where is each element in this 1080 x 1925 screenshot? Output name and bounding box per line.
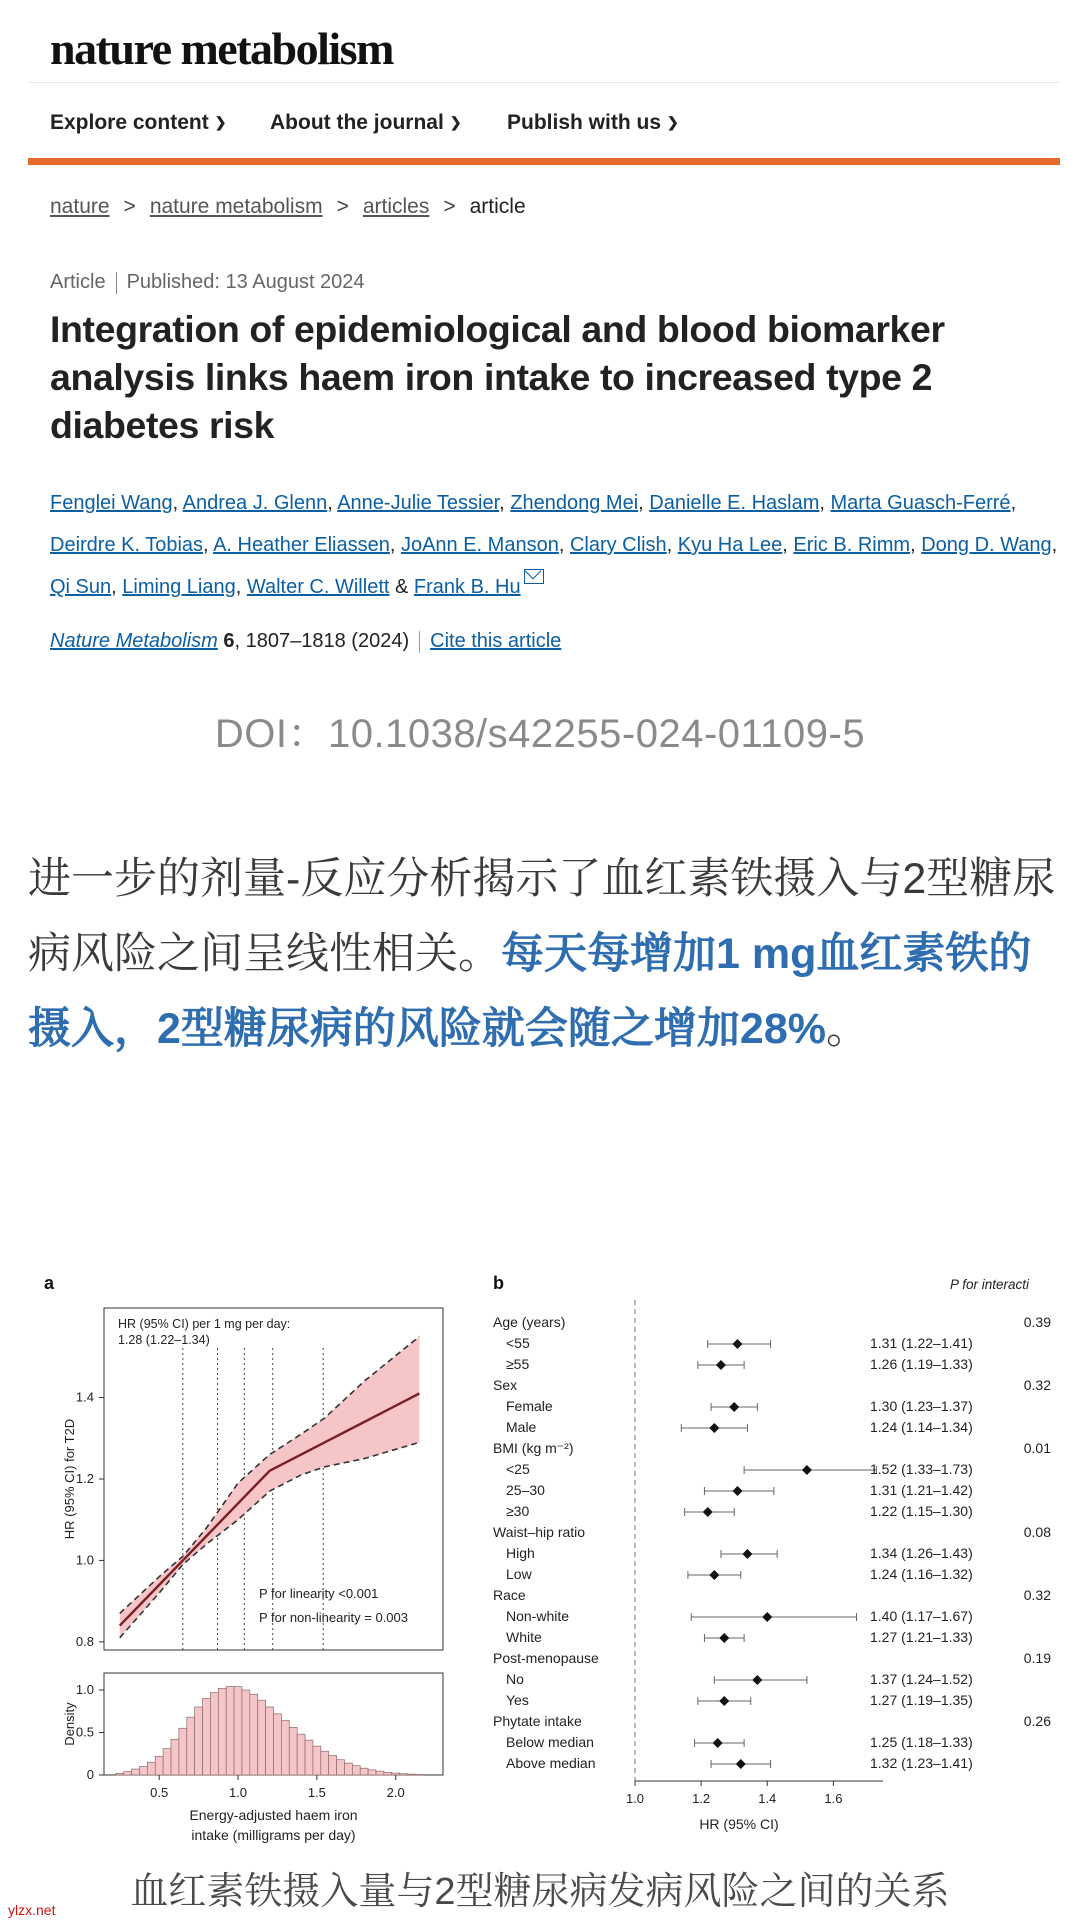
- hr-ci-text: 1.24 (1.14–1.34): [870, 1419, 973, 1435]
- density-bar: [139, 1767, 147, 1776]
- hr-point: [719, 1633, 729, 1643]
- chevron-down-icon: ❯: [449, 114, 462, 130]
- breadcrumb-articles[interactable]: articles: [362, 195, 430, 218]
- forest-row-label: Above median: [506, 1755, 596, 1771]
- p-interaction-value: 0.39: [1023, 1314, 1051, 1330]
- density-bar: [376, 1771, 384, 1775]
- author-link[interactable]: Clary Clish: [569, 534, 667, 556]
- density-bar: [187, 1717, 195, 1775]
- breadcrumb-current: article: [469, 195, 526, 218]
- x-tick-label: 1.0: [228, 1785, 248, 1800]
- author-link[interactable]: Eric B. Rimm: [793, 534, 911, 556]
- y-tick-label: 1.2: [75, 1471, 94, 1486]
- y-tick-label: 1.0: [75, 1552, 94, 1568]
- density-bar: [321, 1751, 329, 1775]
- journal-name[interactable]: Nature Metabolism: [50, 630, 218, 652]
- density-bar: [360, 1768, 368, 1775]
- forest-x-tick-label: 1.0: [625, 1791, 645, 1806]
- density-bar: [352, 1766, 360, 1775]
- p-interaction-value: 0.19: [1023, 1650, 1051, 1666]
- annotation-line-1: HR (95% CI) per 1 mg per day:: [118, 1317, 291, 1331]
- density-tick-label: 0: [86, 1767, 94, 1782]
- hr-ci-text: 1.32 (1.23–1.41): [870, 1755, 973, 1771]
- p-interaction-header: P for interacti: [950, 1277, 1030, 1292]
- hr-point: [736, 1759, 746, 1769]
- density-bar: [195, 1707, 203, 1775]
- density-bar: [116, 1773, 124, 1775]
- forest-row-label: <25: [506, 1461, 530, 1477]
- density-bar: [250, 1694, 258, 1775]
- density-bar: [415, 1774, 423, 1775]
- summary-text: 进一步的剂量-反应分析揭示了血红素铁摄入与2型糖尿病风险之间呈线性相关。: [28, 855, 1056, 978]
- density-bar: [289, 1727, 297, 1775]
- author-link[interactable]: Fenglei Wang: [50, 492, 173, 514]
- hr-ci-text: 1.31 (1.21–1.42): [870, 1482, 973, 1498]
- author-link[interactable]: A. Heather Eliassen: [213, 534, 390, 556]
- forest-row-label: White: [506, 1629, 542, 1645]
- author-link[interactable]: Frank B. Hu: [413, 576, 521, 598]
- forest-group-label: Sex: [493, 1377, 518, 1393]
- article-meta: [50, 271, 365, 294]
- hr-point: [709, 1570, 719, 1580]
- p-nonlinearity-text: P for non-linearity = 0.003: [259, 1610, 408, 1625]
- forest-row-label: Below median: [506, 1734, 594, 1750]
- forest-group-label: Waist–hip ratio: [493, 1524, 586, 1540]
- density-bar: [384, 1772, 392, 1775]
- forest-x-axis-label: HR (95% CI): [699, 1816, 779, 1832]
- forest-group-label: Race: [493, 1587, 526, 1603]
- author-link[interactable]: Liming Liang: [122, 576, 236, 598]
- density-bar: [305, 1740, 313, 1775]
- hr-ci-text: 1.24 (1.16–1.32): [870, 1566, 973, 1582]
- forest-row-label: ≥55: [506, 1356, 530, 1372]
- breadcrumb-nature[interactable]: nature: [50, 195, 110, 218]
- hr-point: [703, 1507, 713, 1517]
- main-nav: [28, 82, 1060, 163]
- figure-panels: [28, 1255, 1068, 1845]
- author-link[interactable]: Anne-Julie Tessier: [337, 492, 500, 514]
- p-interaction-value: 0.08: [1023, 1524, 1051, 1540]
- hr-ci-text: 1.25 (1.18–1.33): [870, 1734, 973, 1750]
- hr-ci-text: 1.22 (1.15–1.30): [870, 1503, 973, 1519]
- author-link[interactable]: JoAnn E. Manson: [400, 534, 559, 556]
- density-tick-label: 0.5: [75, 1724, 94, 1740]
- density-bar: [281, 1721, 289, 1775]
- article-title: Integration of epidemiological and blood biomarker analysis links haem iron intake to increased type 2 diabetes risk: [50, 308, 945, 446]
- density-bar: [179, 1728, 187, 1775]
- forest-row-label: ≥30: [506, 1503, 530, 1519]
- density-label: Density: [62, 1702, 77, 1746]
- chevron-down-icon: ❯: [214, 114, 227, 130]
- breadcrumb: [50, 195, 526, 219]
- chevron-right-icon: >: [336, 195, 349, 218]
- density-bar: [408, 1774, 416, 1775]
- x-tick-label: 2.0: [386, 1785, 405, 1800]
- hr-point: [733, 1486, 743, 1496]
- forest-row-label: Non-white: [506, 1608, 570, 1624]
- y-tick-label: 1.4: [75, 1389, 94, 1405]
- density-bar: [258, 1700, 266, 1775]
- forest-row-label: No: [506, 1671, 524, 1687]
- density-bar: [132, 1769, 140, 1775]
- hr-ci-text: 1.27 (1.19–1.35): [870, 1692, 973, 1708]
- nav-label: About the journal: [270, 111, 444, 134]
- x-axis-label-2: intake (milligrams per day): [191, 1827, 356, 1843]
- summary-highlight: 每天每增加1 mg血红素铁的摄入，2型糖尿病的风险就会随之增加28%: [28, 930, 1032, 1053]
- nav-about-journal[interactable]: [270, 111, 462, 135]
- density-bar: [124, 1772, 132, 1775]
- hr-point: [713, 1738, 723, 1748]
- author-link[interactable]: Qi Sun: [50, 576, 112, 598]
- density-bar: [392, 1773, 400, 1775]
- figure-caption: 血红素铁摄入量与2型糖尿病发病风险之间的关系: [130, 1871, 950, 1913]
- forest-row-label: Male: [506, 1419, 537, 1435]
- density-bar: [147, 1762, 155, 1775]
- density-bar: [171, 1739, 179, 1775]
- density-bar: [242, 1690, 250, 1775]
- email-icon[interactable]: [524, 569, 544, 584]
- density-bar: [274, 1714, 282, 1775]
- hr-point: [762, 1612, 772, 1622]
- y-tick-label: 0.8: [75, 1633, 94, 1649]
- article-type: Article: [50, 271, 106, 293]
- hr-ci-text: 1.37 (1.24–1.52): [870, 1671, 973, 1687]
- density-bar: [210, 1693, 218, 1775]
- forest-row-label: Low: [506, 1566, 532, 1582]
- annotation-line-2: 1.28 (1.22–1.34): [118, 1333, 210, 1347]
- forest-x-tick-label: 1.6: [824, 1791, 843, 1806]
- forest-group-label: Age (years): [493, 1314, 566, 1330]
- journal-pages: , 1807–1818 (2024): [234, 630, 410, 652]
- x-tick-label: 1.5: [307, 1785, 326, 1800]
- author-link[interactable]: Deirdre K. Tobias: [50, 534, 204, 556]
- hr-ci-text: 1.40 (1.17–1.67): [870, 1608, 973, 1624]
- forest-row-label: Female: [506, 1398, 553, 1414]
- nav-label: Publish with us: [507, 111, 662, 134]
- forest-group-label: Phytate intake: [493, 1713, 582, 1729]
- density-bar: [313, 1746, 321, 1775]
- density-bar: [344, 1763, 352, 1775]
- chevron-right-icon: >: [443, 195, 456, 218]
- hr-ci-text: 1.52 (1.33–1.73): [870, 1461, 973, 1477]
- y-axis-label: HR (95% CI) for T2D: [62, 1418, 77, 1540]
- density-bar: [226, 1687, 234, 1775]
- cite-this-article-link[interactable]: Cite this article: [430, 630, 562, 652]
- journal-volume: 6: [223, 630, 235, 652]
- p-interaction-value: 0.32: [1023, 1377, 1051, 1393]
- density-bar: [163, 1749, 171, 1775]
- author-list: Fenglei Wang, Andrea J. Glenn, Anne-Julie Tessier, Zhendong Mei, Danielle E. Haslam, Marta Guasch-Ferré, Deirdre K. Tobias, A. Heather Eliassen, JoAnn E. Manson, Clary Clish, Kyu Ha Lee, Eric B. Rimm, Dong D. Wang, Qi Sun, Liming Liang, Walter C. Willett & Frank B. Hu: [50, 492, 1058, 598]
- hr-point: [742, 1549, 752, 1559]
- site-logo[interactable]: nature metabolism: [50, 23, 393, 74]
- forest-row-label: 25–30: [506, 1482, 545, 1498]
- panel-b-label: b: [493, 1273, 504, 1293]
- header-accent-bar: [28, 158, 1060, 165]
- density-bar: [337, 1760, 345, 1775]
- density-bar: [234, 1687, 242, 1775]
- hr-point: [733, 1339, 743, 1349]
- nav-explore-content[interactable]: [50, 111, 226, 135]
- author-link[interactable]: Andrea J. Glenn: [182, 492, 328, 514]
- density-bar: [203, 1699, 211, 1776]
- p-interaction-value: 0.01: [1023, 1440, 1051, 1456]
- density-bar: [155, 1756, 163, 1775]
- author-link[interactable]: Danielle E. Haslam: [649, 492, 820, 514]
- author-link[interactable]: Marta Guasch-Ferré: [830, 492, 1011, 514]
- forest-x-tick-label: 1.4: [758, 1791, 777, 1806]
- author-link[interactable]: Kyu Ha Lee: [677, 534, 783, 556]
- nav-label: Explore content: [50, 111, 209, 134]
- forest-group-label: BMI (kg m⁻²): [493, 1440, 574, 1456]
- hr-ci-text: 1.26 (1.19–1.33): [870, 1356, 973, 1372]
- summary-paragraph: [28, 842, 1063, 1067]
- chevron-down-icon: ❯: [667, 114, 679, 130]
- chevron-right-icon: >: [123, 195, 136, 218]
- density-bar: [368, 1770, 376, 1775]
- panel-a-label: a: [44, 1273, 55, 1293]
- forest-x-tick-label: 1.2: [692, 1791, 711, 1806]
- hr-ci-text: 1.34 (1.26–1.43): [870, 1545, 973, 1561]
- x-axis-label: Energy-adjusted haem iron: [189, 1807, 358, 1823]
- density-bar: [329, 1755, 337, 1775]
- doi-text: DOI：10.1038/s42255-024-01109-5: [214, 712, 866, 756]
- x-tick-label: 0.5: [150, 1785, 169, 1800]
- forest-row-label: High: [506, 1545, 535, 1561]
- density-bar: [266, 1707, 274, 1775]
- forest-group-label: Post-menopause: [493, 1650, 599, 1666]
- hr-point: [716, 1360, 726, 1370]
- p-interaction-value: 0.32: [1023, 1587, 1051, 1603]
- hr-point: [752, 1675, 762, 1685]
- hr-ci-text: 1.27 (1.21–1.33): [870, 1629, 973, 1645]
- citation-line: [50, 630, 561, 653]
- hr-point: [719, 1696, 729, 1706]
- density-bar: [218, 1688, 226, 1775]
- nav-publish-with-us[interactable]: [507, 111, 679, 135]
- hr-point: [729, 1402, 739, 1412]
- publish-date: Published: 13 August 2024: [126, 271, 365, 293]
- p-linearity-text: P for linearity <0.001: [259, 1586, 379, 1601]
- forest-row-label: <55: [506, 1335, 530, 1351]
- author-conjunction: &: [395, 576, 409, 598]
- density-tick-label: 1.0: [75, 1682, 94, 1697]
- summary-end: 。: [825, 1005, 869, 1053]
- hr-ci-text: 1.30 (1.23–1.37): [870, 1398, 973, 1414]
- density-bar: [297, 1734, 305, 1775]
- hr-point: [802, 1465, 812, 1475]
- watermark: ylzx.net: [8, 1902, 56, 1918]
- p-interaction-value: 0.26: [1023, 1713, 1051, 1729]
- forest-row-label: Yes: [506, 1692, 529, 1708]
- breadcrumb-nature-metabolism[interactable]: nature metabolism: [149, 195, 323, 218]
- author-link[interactable]: Dong D. Wang: [921, 534, 1052, 556]
- hr-point: [709, 1423, 719, 1433]
- density-bar: [400, 1774, 408, 1775]
- author-link[interactable]: Zhendong Mei: [510, 492, 639, 514]
- author-link[interactable]: Walter C. Willett: [246, 576, 390, 598]
- hr-ci-text: 1.31 (1.22–1.41): [870, 1335, 973, 1351]
